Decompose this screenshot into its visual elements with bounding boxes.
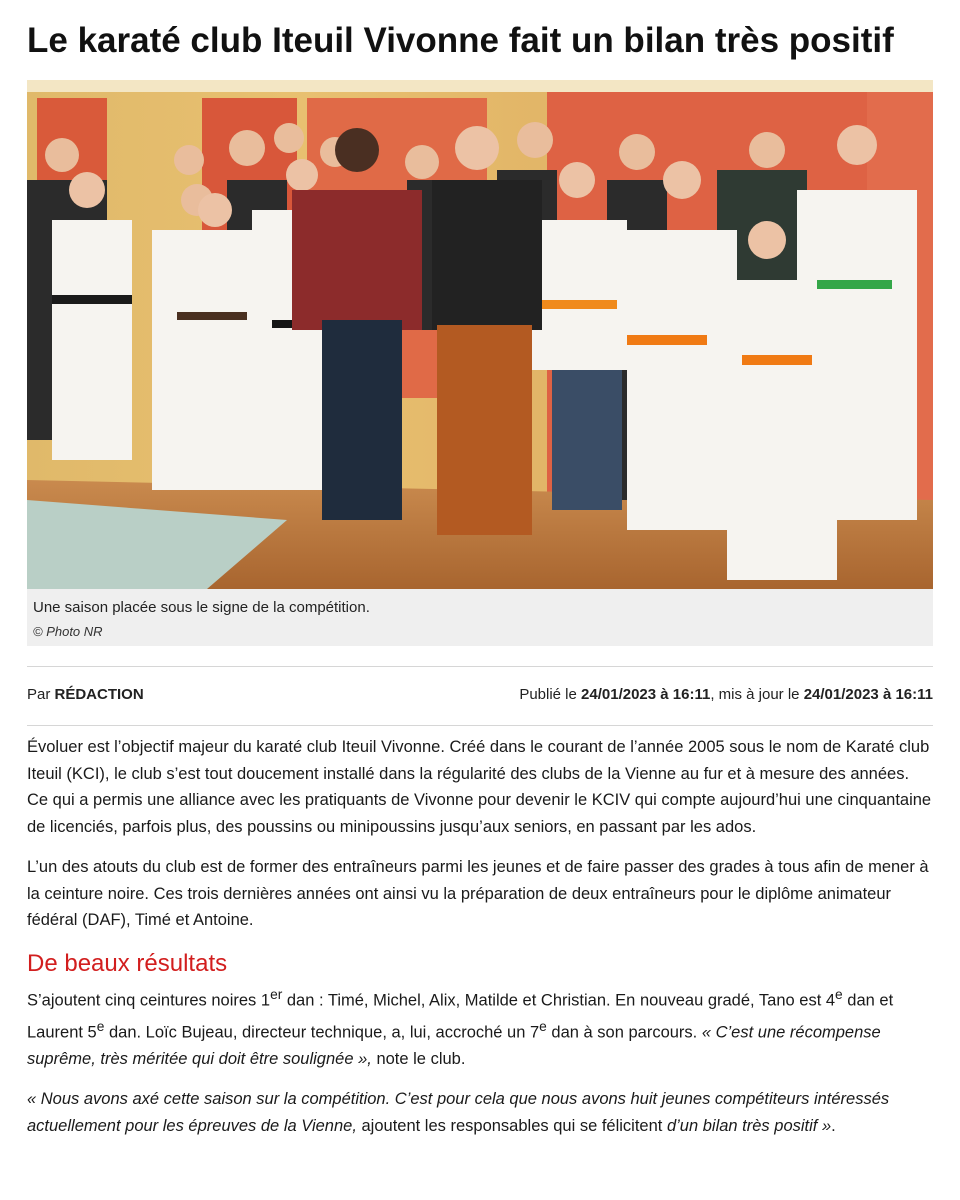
photo-credit: © Photo NR	[33, 624, 103, 639]
quote: « C’est une récompense suprême, très méritée qui doit être soulignée »,	[27, 1023, 881, 1068]
byline-author[interactable]: RÉDACTION	[54, 686, 144, 703]
article-body	[27, 734, 933, 1153]
paragraph-4: « Nous avons axé cette saison sur la compétition. C’est pour cela que nous avons huit jeunes compétiteurs intéressés actuellement pour les épreuves de la Vienne, ajoutent les responsables qui se félicitent d’un bilan très positif ».	[27, 1090, 890, 1135]
subheading: De beaux résultats	[27, 949, 228, 977]
photo-caption-box	[27, 589, 933, 646]
group-photo[interactable]	[27, 80, 933, 589]
updated-prefix: , mis à jour le	[710, 686, 804, 703]
paragraph-1: Évoluer est l’objectif majeur du karaté club Iteuil Vivonne. Créé dans le courant de l’année 2005 sous le nom de Karaté club Iteuil (KCI), le club s’est tout doucement installé dans la régularité des clubs de la Vienne au fur et à mesure des années. Ce qui a permis une alliance avec les pratiquants de Vivonne pour devenir le KCIV qui compte aujourd’hui une cinquantaine de licenciés, parfois plus, des poussins ou minipoussins jusqu’aux seniors, en passant par les ados.	[27, 738, 932, 836]
article-title: Le karaté club Iteuil Vivonne fait un bilan très positif	[27, 21, 894, 60]
published-date: 24/01/2023 à 16:11	[581, 686, 711, 703]
paragraph-2: L’un des atouts du club est de former des entraîneurs parmi les jeunes et de faire passer des grades à tous afin de mener à la ceinture noire. Ces trois dernières années ont ainsi vu la préparation de deux entraîneurs pour le diplôme animateur fédéral (DAF), Timé et Antoine.	[27, 858, 929, 929]
byline	[27, 667, 144, 723]
published-prefix: Publié le	[519, 686, 582, 703]
photo-caption: Une saison placée sous le signe de la compétition.	[33, 599, 370, 616]
article-meta	[27, 666, 933, 726]
byline-prefix: Par	[27, 686, 55, 703]
publication-dates	[519, 667, 933, 723]
paragraph-3: S’ajoutent cinq ceintures noires 1er dan : Timé, Michel, Alix, Matilde et Christian. En nouveau gradé, Tano est 4e dan et Laurent 5e dan. Loïc Bujeau, directeur technique, a, lui, accroché un 7e dan à son parcours. « C’est une récompense suprême, très méritée qui doit être soulignée », note le club.	[27, 986, 894, 1068]
article-figure	[27, 80, 933, 646]
quote: d’un bilan très positif »	[666, 1116, 832, 1135]
updated-date: 24/01/2023 à 16:11	[803, 686, 933, 703]
quote: « Nous avons axé cette saison sur la compétition. C’est pour cela que nous avons huit jeunes compétiteurs intéressés actuellement pour les épreuves de la Vienne,	[27, 1090, 890, 1135]
